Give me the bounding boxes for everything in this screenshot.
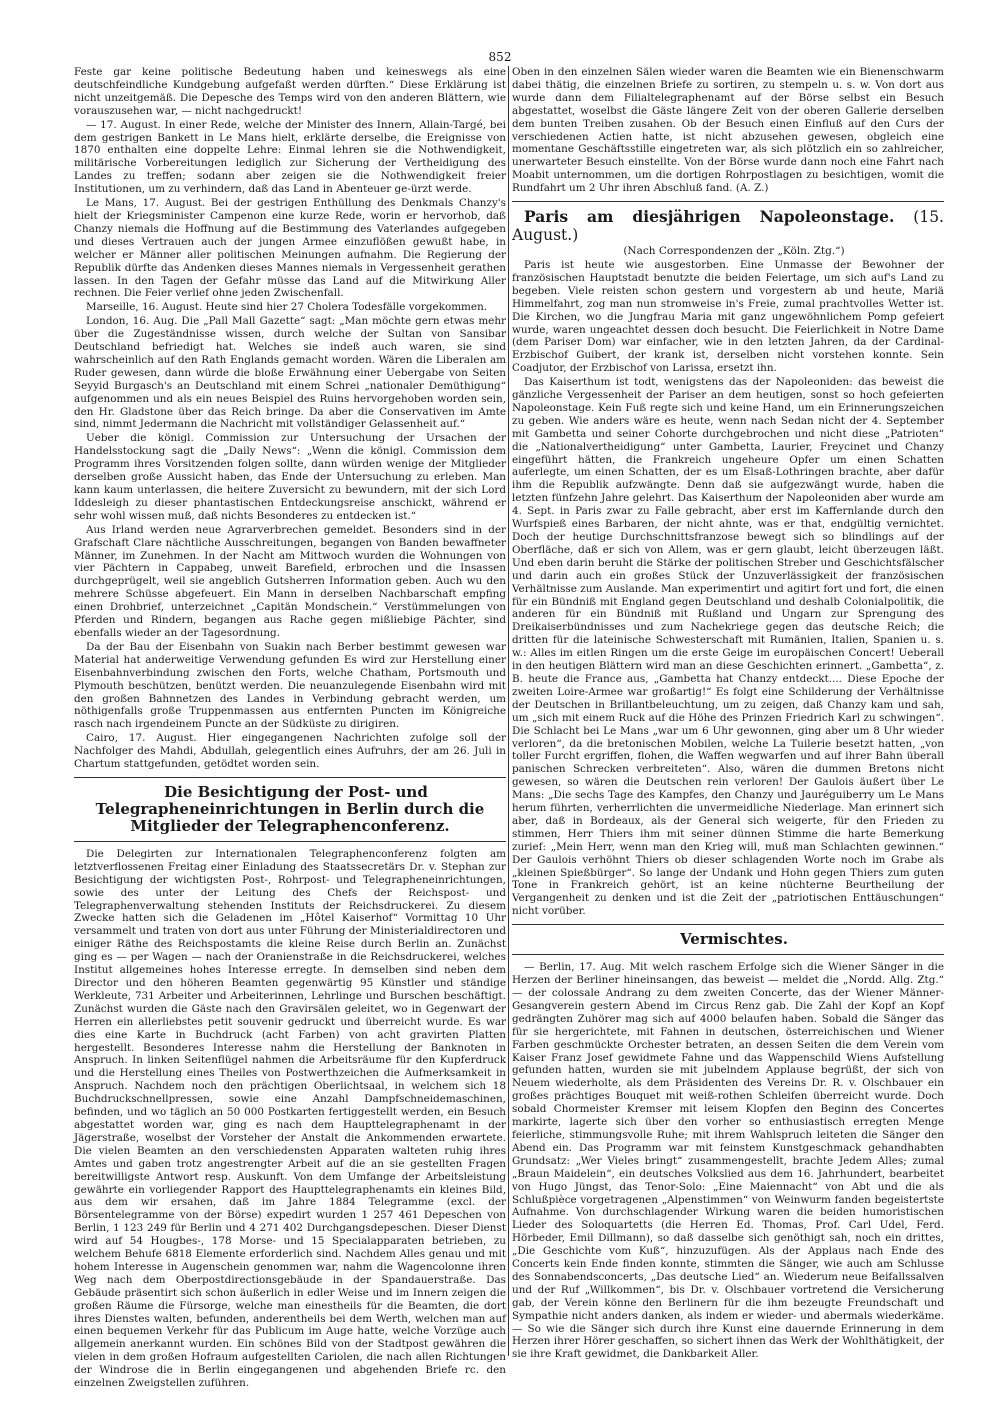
article-paragraph: — 17. August. In einer Rede, welche der Minister des Innern, Allain-Targé, bei dem gestrigen Bankett in Le Mans hielt, erklärte derselbe, die Ereignisse von 1870 enthalten eine doppelte Lehre: Einmal lehren sie die Nothwendigkeit, militärische Vorbereitungen lediglich zur Sicherung der Vertheidigung des Landes zu treffen; sodann aber zeigen sie die Nothwendigkeit freier Institutionen, um zu verhindern, daß das Land in Abenteuer ge-ürzt werde. — [74, 118, 506, 196]
article-paragraph: Da der Bau der Eisenbahn von Suakin nach Berber bestimmt gewesen war Material hat anderweitige Verwendung gefunden Es wird zur Herstellung einer Eisenbahnverbindung zwischen den Forts, welche Chatham, Portsmouth und Plymouth beschützen, benützt werden. Die neuanzulegende Eisenbahn wird mit den großen Bahnnetzen des Landes in Verbindung gebracht werden, um nöthigenfalls große Truppenmassen aus entfernten Puncten im Königreiche rasch nach irgendeinem Puncte an der Südküste zu dirigiren. — [74, 640, 506, 731]
section-divider — [512, 201, 944, 202]
article-paragraph: Le Mans, 17. August. Bei der gestrigen Enthüllung des Denkmals Chanzy's hielt der Kriegsminister Campenon eine kurze Rede, worin er hervorhob, daß Chanzy niemals die Hoffnung auf die Bestimmung des Vaterlandes aufgegeben und dieses Vertrauen auch der jungen Armee einzuflößen gewußt habe, in welcher er Männer aller politischen Meinungen aufnahm. Die Regierung der Republik dürfte das Andenken dieses Mannes niemals in Vergessenheit gerathen lassen. In den Tagen der Gefahr müsse das Land auf die Mitwirkung Aller rechnen. Die Feier verlief ohne jeden Zwischenfall. — [74, 197, 506, 300]
section-heading — [512, 208, 944, 244]
page-number: 852 — [488, 50, 512, 64]
article-paragraph: Marseille, 16. August. Heute sind hier 27 Cholera Todesfälle vorgekommen. — [86, 301, 488, 314]
article-paragraph: Die Delegirten zur Internationalen Telegraphenconferenz folgten am letztverflossenen Freitag einer Einladung des Staatssecretärs Dr. v. Stephan zur Besichtigung der wichtigsten Post-, Rohrpost- und Telegrapheneinrichtungen, sowie des unter der Leitung des Chefs der Reichspost- und Telegraphenverwaltung stehenden Instituts der Reichsdruckerei. Zu diesem Zwecke hatten sich die Geladenen im „Hôtel Kaiserhof“ Vormittag 10 Uhr versammelt und traten von dort aus unter Führung der Ministerialdirectoren und einiger Räthe des Reichspostamts die kleine Reise durch Berlin an. Zunächst ging es — per Wagen — nach der Oranienstraße in die Reichsdruckerei, welches Institut allgemeines hohes Interesse erregte. In demselben sind neben dem Director und den höheren Beamten gegenwärtig 95 Künstler und ständige Werkleute, 731 Arbeiter und Arbeiterinnen, Lehrlinge und Burschen beschäftigt. Zunächst wurden die Gäste nach den Gravirsälen geleitet, wo in Gegenwart der Herren ein allerliebstes petit souvenir gedruckt und überreicht wurde. Es war dies eine Karte in Buchdruck (acht Farben) von acht gravirten Platten hergestellt. Besonderes Interesse nahm die Herstellung der Banknoten in Anspruch. In linken Seitenflügel nahmen die Arbeitsräume für den Kupferdruck und die Herstellung eines Theiles von Postwerthzeichen die Aufmerksamkeit in Anspruch. Nachdem noch den prächtigen Oberlichtsaal, in welchem sich 18 Buchdruckschnellpressen, sowie eine Anzahl Dampfschneidemaschinen, befinden, und wo täglich an 50 000 Postkarten fertiggestellt werden, ein Besuch abgestattet worden war, ging es nach dem Haupttelegraphenamt in der Jägerstraße, woselbst der Vorsteher der Anstalt die Ankommenden erwartete. Die vielen Beamten an den verschiedensten Apparaten walteten ruhig ihres Amtes und gaben trotz angestrengter Arbeit auf die an sie gestellten Fragen bereitwilligste Antwort resp. Auskunft. Von dem Umfange der Arbeitsleistung gewährte ein vorliegender Rapport des Haupttelegraphenamts ein kleines Bild, aus dem wir ersahen, daß im Jahre 1884 Telegramme (excl. der Börsentelegramme von der Börse) expedirt wurden 1 257 461 Depeschen von Berlin, 1 123 249 für Berlin und 4 271 402 Durchgangsdepeschen. Dieser Dienst wird auf 54 Hougbes-, 178 Morse- und 15 Specialapparaten betrieben, zu welchem Behufe 6818 Elemente erforderlich sind. Nachdem Alles genau und mit hohem Interesse in Augenschein genommen war, nahm die Wagencolonne ihren Weg nach dem Oberpostdirectionsgebäude in der Spandauerstraße. Das Gebäude präsentirt sich schon äußerlich in edler Weise und im Innern zeigen die großen Räume die Fürsorge, welche man einestheils für die Beamten, die dort ihres Dienstes walten, befunden, anderentheils bei dem Werth, welchen man auf einen bequemen Verkehr für das Publicum im Auge hatte, welche Vorzüge auch allgemein anerkannt wurden. Ein schönes Bild von der Stadtpost gewähren die vielen in dem großen Hofraum aufgestellten Cariolen, die nach allen Richtungen der Windrose die in Berlin eingegangenen und abgehenden Briefe rc. den einzelnen Zweigstellen zuführen. — [74, 847, 506, 1390]
left-column — [74, 66, 506, 1390]
article-paragraph: Paris ist heute wie ausgestorben. Eine Unmasse der Bewohner der französischen Hauptstadt benutzte die beiden Feiertage, um sich auf's Land zu begeben. Viele reisten schon gestern und vorgestern ab und heute, Mariä Himmelfahrt, zog man nun stromweise in's Freie, zumal prachtvolles Wetter ist. Die Kirchen, wo die Jungfrau Maria mit ganz ungewöhnlichem Pomp gefeiert wurde, waren ungeachtet dessen doch besucht. Die Feierlichkeit in Notre Dame (dem Pariser Dom) war einfacher, wie in den letzten Jahren, da der Cardinal-Erzbischof Guibert, der krank ist, derselben nicht vorstehen konnte. Sein Coadjutor, der Erzbischof von Larissa, ersetzt ihn. — [512, 258, 944, 375]
section-divider — [74, 841, 506, 842]
section-heading: Die Besichtigung der Post- und Telegrapheneinrichtungen in Berlin durch die Mitglieder der Telegraphenconferenz. — [95, 782, 485, 835]
article-paragraph: Feste gar keine politische Bedeutung haben und keineswegs als eine deutschfeindliche Kundgebung aufgefaßt werden dürften.“ Diese Erklärung ist nicht unzeitgemäß. Die Depesche des Temps wird von den anderen Blättern, wie vorauszusehen war, — nicht nachgedruckt! — [74, 66, 506, 117]
article-paragraph: Das Kaiserthum ist todt, wenigstens das der Napoleoniden: das beweist die gänzliche Vergessenheit der Pariser an dem heutigen, sonst so hoch gefeierten Napoleonstage. Kein Fuß regte sich und keine Hand, um ein Erinnerungszeichen zu geben. Wie anders wäre es heute, wenn nach Sedan nicht der 4. September mit Gambetta und seiner Cohorte durchgebrochen und nicht diese „Patrioten“ die „Nationalvertheidigung“ unter Gambetta, Laurier, Freycinet und Chanzy eingeführt hätten, die Frankreich ungeheure Opfer um einen Schatten auferlegte, um einen Schatten, der es um Elsaß-Lothringen brachte, aber dafür ihm die Republik aufzwängte. Denn daß sie aufgezwängt wurde, haben die letzten fünfzehn Jahre gelehrt. Das Kaiserthum der Napoleoniden aber wurde am 4. Sept. in Paris zwar zu Falle gebracht, aber erst im Kaffernlande durch den Wurfspieß eines Barbaren, der nicht ahnte, was er that, endgültig vernichtet. Doch der heutige Durchschnittsfranzose bewegt sich so blindlings auf der Oberfläche, daß er sich von Allem, was er gern glaubt, leicht überzeugen läßt. Und eben darin beruht die Stärke der politischen Streber und Geschichtsfälscher und darin auch ein großes Stück der Unzuverlässigkeit der französischen Verhältnisse zum Auslande. Man experimentirt und agitirt fort und fort, die einen für ein Bündniß mit England gegen Deutschland und deshalb Colonialpolitik, die anderen für ein Bündniß mit Rußland und Ungarn zur Sprengung des Dreikaiserbündnisses und zum Nachekriege gegen das deutsche Reich; die dritten für die lateinische Schwesterschaft mit Rumänien, Italien, Spanien u. s. w.: Alles im eitlen Ringen um die erste Geige im europäischen Concert! Ueberall in den heutigen Blättern wird man an diese Geschichten erinnert. „Gambetta“, z. B. heute die France aus, „Gambetta hat Chanzy entdeckt.... Diese Epoche der zweiten Loire-Armee war großartig!“ Es folgt eine Schilderung der Verhältnisse der Deutschen in Brillantbeleuchtung, um zu zeigen, daß Chanzy kam und sah, um „sich mit einem Ruck auf die Höhe des Prinzen Friedrich Karl zu schwingen“. Die Schlacht bei Le Mans „war um 6 Uhr gewonnen, ging aber um 8 Uhr wieder verloren“, da die bretonischen Mobilen, welche La Tuilerie besetzt hatten, „von toller Furcht ergriffen, flohen, die Waffen wegwarfen und auf ihrer Bahn überall panischen Schrecken verbreiteten“. Also, wären die dummen Bretons nicht gewesen, so wären die Deutschen rein verloren! Der Gaulois äußert über Le Mans: „Die sechs Tage des Kampfes, den Chanzy und Jauréguiberry um Le Mans herum führten, verherrlichten die unvermeidliche Niederlage. Man erinnert sich aber, daß in Bordeaux, als der General sich weigerte, für den Frieden zu stimmen, Herr Thiers ihm mit seiner dünnen Stimme die harte Bemerkung zurief: „Mein Herr, wenn man den Krieg will, muß man Schlachten gewinnen.“ Der Gaulois verhöhnt Thiers ob dieser schlagenden Worte noch im Grabe als „kleinen Spießbürger“. So lange der Undank und Hohn gegen Thiers zum guten Tone in Frankreich gehört, ist an keine nüchterne Beurtheilung der Vergangenheit zu denken und ist die Zeit der „patriotischen Enttäuschungen“ nicht vorüber. — [512, 376, 944, 918]
heading-title: Paris am diesjährigen Napoleonstage. — [524, 207, 895, 227]
section-subheading: (Nach Correspondenzen der „Köln. Ztg.“) — [623, 245, 845, 258]
article-paragraph: Oben in den einzelnen Sälen wieder waren die Beamten wie ein Bienenschwarm dabei thätig, die einzelnen Briefe zu sortiren, zu stempeln u. s. w. Von dort aus wurde dann dem Filialtelegraphenamt auf der Börse selbst ein Besuch abgestattet, woselbst die Gäste längere Zeit von der oberen Gallerie derselben dem bunten Treiben zusahen. Ob der Besuch einen Einfluß auf den Curs der verschiedenen Actien hatte, ist nicht abzusehen gewesen, obgleich eine momentane Geschäftsstille eingetreten war, als sich plötzlich ein so zahlreicher, unerwarteter Besuch einstellte. Von der Börse wurde dann noch eine Fahrt nach Moabit unternommen, um die dortigen Rohrpostlagen zu besichtigen, womit die Rundfahrt um 2 Uhr ihren Abschluß fand. (A. Z.) — [512, 66, 944, 195]
column-rule — [508, 66, 509, 1356]
article-paragraph: Ueber die königl. Commission zur Untersuchung der Ursachen der Handelsstockung sagt die „Daily News“: „Wenn die königl. Commission dem Programm ihres Vorsitzenden folgen sollte, dann würden wenige der Mitglieder derselben große Aussicht haben, das Ende der Untersuchung zu erleben. Man kann kaum unterlassen, die heitere Zuversicht zu bewundern, mit der sich Lord Iddesleigh zu dieser phantastischen Entdeckungsreise anschickt, während er sehr wohl wissen muß, daß nichts Besonderes zu entdecken ist.“ — [74, 432, 506, 522]
section-heading: Vermischtes. — [680, 930, 788, 949]
section-divider — [74, 777, 506, 778]
section-divider — [512, 954, 944, 955]
heading-date: (15. August.) — [512, 208, 944, 245]
right-column — [512, 66, 944, 1361]
article-paragraph: London, 16. Aug. Die „Pall Mall Gazette“ sagt: „Man möchte gern etwas mehr über die Zugeständnisse wissen, durch welche der Sultan von Sansibar Deutschland befriedigt hat. Welches sie indeß auch waren, sie sind wahrscheinlich auf den Rath Englands gemacht worden. Wären die Liberalen am Ruder gewesen, dann würde die bloße Erwähnung einer Uebergabe von Seiten Seyyid Burgasch's an Deutschland mit einem Schrei „nationaler Demüthigung“ aufgenommen und als ein neues Beispiel des Ruins hervorgehoben worden sein, den Hr. Gladstone über das Reich bringe. Da aber die Conservativen im Amte sind, nimmt Jedermann die Nachricht mit vollständiger Gelassenheit auf.“ — [74, 315, 506, 431]
article-paragraph: — Berlin, 17. Aug. Mit welch raschem Erfolge sich die Wiener Sänger in die Herzen der Berliner hineinsangen, das beweist — meldet die „Nordd. Allg. Ztg.“ — der colossale Andrang zu dem zweiten Concerte, das der Wiener Männer-Gesangverein gestern Abend im Circus Renz gab. Die Zahl der Kopf an Kopf gedrängten Zuhörer mag sich auf 4000 belaufen haben. Sobald die Sänger das für sie hergerichtete, mit Fahnen in deutschen, österreichischen und Wiener Farben geschmückte Orchester betraten, an dessen Seiten die dem Verein vom Kaiser Franz Josef gewidmete Fahne und das Wappenschild Wiens Aufstellung gefunden hatten, wurden sie mit jubelndem Applause begrüßt, der sich von Neuem wiederholte, als dem Präsidenten des Vereins Dr. R. v. Olschbauer ein großes prächtiges Bouquet mit weiß-rothen Schleifen überreicht wurde. Doch sobald Chormeister Kremser mit leisem Klopfen den Beginn des Concertes markirte, lagerte sich über den vorher so enthusiastisch erregten Menge feierliche, stimmungsvolle Ruhe; mit ihrem Wahlspruch leiteten die Sänger den Abend ein. Das Programm war mit feinstem Kunstgeschmack gehandhabten Grundsatz: „Wer Vieles bringt“ zusammengestellt, brachte Jedem Alles; zumal „Braun Maidelein“, ein deutsches Volkslied aus dem 16. Jahrhundert, bearbeitet von Hugo Jüngst, das Tenor-Solo: „Eine Maiennacht“ von Abt und die als Schlußpièce vorgetragenen „Alpenstimmen“ von Weinwurm fanden begeistertste Aufnahme. Von durchschlagender Wirkung waren die beiden humoristischen Lieder des Soloquartetts (die Herren Ed. Thomas, Prof. Carl Udel, Ferd. Hörbeder, Emil Dillmann), so daß dasselbe sich genöthigt sah, noch ein drittes, „Die Geschichte vom Kuß“, hinzuzufügen. Als der Applaus nach Ende des Concerts kein Ende finden konnte, stimmten die Sänger, wie auch am Schlusse des Sonnabendsconcerts, „Das deutsche Lied“ an. Wiederum neue Beifallssalven und der Ruf „Willkommen“, bis Dr. v. Olschbauer vortretend die Versicherung gab, der Verein könne den Berlinern für die ihm bezeugte Freundschaft und Sympathie nicht anders danken, als indem er wieder- und abermals wiederkäme. — So wie die Sänger sich durch ihre Kunst eine dauernde Erinnerung in dem Herzen ihrer Hörer geschaffen, so sichert ihnen das Werk der Wohlthätigkeit, der sie ihre Kraft gewidmet, die Dankbarkeit Aller. — [512, 961, 944, 1361]
section-divider — [512, 924, 944, 925]
article-paragraph: Aus Irland werden neue Agrarverbrechen gemeldet. Besonders sind in der Grafschaft Clare nächtliche Ausschreitungen, begangen von Banden bewaffneter Männer, im Zunehmen. In der Nacht am Mittwoch wurden die Wohnungen von vier Pächtern in Cappabeg, unweit Barefield, erbrochen und die Insassen durchgeprügelt, weil sie angeblich Gutsherren Information geben. Auch wu den mehrere Schüsse abgefeuert. Ein Mann in derselben Nachbarschaft empfing einen Drohbrief, unterzeichnet „Capitän Mondschein.“ Verstümmelungen von Pferden und Rindern, begangen aus Rache gegen mißliebige Pächter, sind ebenfalls wieder an der Tagesordnung. — [74, 523, 506, 639]
article-paragraph: Cairo, 17. August. Hier eingegangenen Nachrichten zufolge soll der Nachfolger des Mahdi, Abdullah, gelegentlich eines Aufruhrs, der am 26. Juli in Chartum stattgefunden, getödtet worden sein. — [74, 732, 506, 771]
